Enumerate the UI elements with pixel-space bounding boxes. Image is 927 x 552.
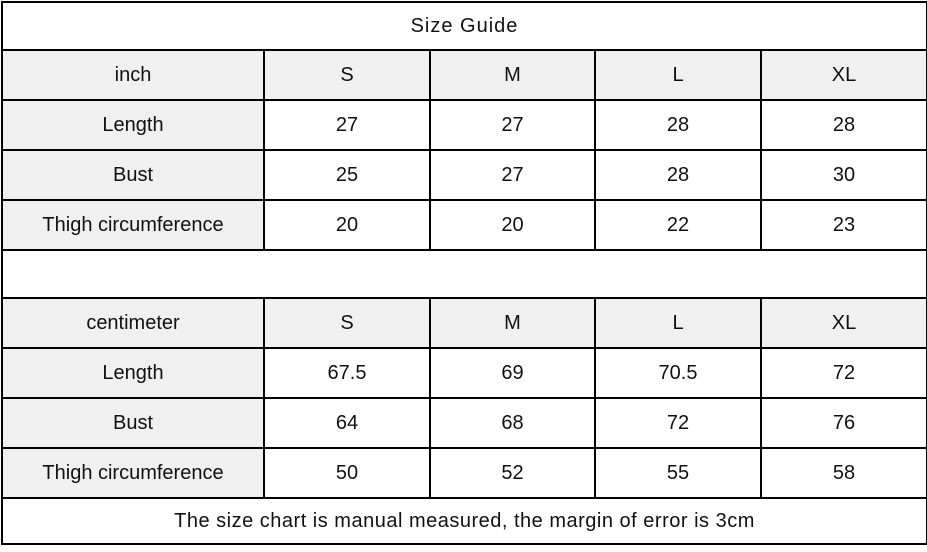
size-header-cell: M xyxy=(430,50,595,100)
spacer-cell xyxy=(2,250,927,298)
size-value-cell: 27 xyxy=(264,100,430,150)
title-row xyxy=(2,2,927,50)
size-guide-table xyxy=(1,1,927,545)
size-value-cell: 67.5 xyxy=(264,348,430,398)
size-value-cell: 20 xyxy=(264,200,430,250)
size-value-cell: 52 xyxy=(430,448,595,498)
size-value-cell: 68 xyxy=(430,398,595,448)
footer-note: The size chart is manual measured, the margin of error is 3cm xyxy=(2,498,927,544)
size-value-cell: 28 xyxy=(595,150,761,200)
table-row xyxy=(2,348,927,398)
page-title: Size Guide xyxy=(2,2,927,50)
table-row xyxy=(2,100,927,150)
size-value-cell: 69 xyxy=(430,348,595,398)
size-value-cell: 55 xyxy=(595,448,761,498)
unit-header-cell: inch xyxy=(2,50,264,100)
size-value-cell: 20 xyxy=(430,200,595,250)
size-value-cell: 28 xyxy=(595,100,761,150)
size-value-cell: 30 xyxy=(761,150,927,200)
footer-row xyxy=(2,498,927,544)
row-label-cell: Length xyxy=(2,348,264,398)
size-value-cell: 70.5 xyxy=(595,348,761,398)
size-value-cell: 64 xyxy=(264,398,430,448)
size-header-cell: XL xyxy=(761,50,927,100)
table-row xyxy=(2,150,927,200)
size-value-cell: 25 xyxy=(264,150,430,200)
size-value-cell: 27 xyxy=(430,100,595,150)
size-value-cell: 72 xyxy=(761,348,927,398)
row-label-cell: Thigh circumference xyxy=(2,200,264,250)
size-header-cell: S xyxy=(264,298,430,348)
row-label-cell: Bust xyxy=(2,150,264,200)
size-value-cell: 58 xyxy=(761,448,927,498)
size-header-cell: L xyxy=(595,298,761,348)
row-label-cell: Bust xyxy=(2,398,264,448)
row-label-cell: Thigh circumference xyxy=(2,448,264,498)
size-header-cell: L xyxy=(595,50,761,100)
size-value-cell: 76 xyxy=(761,398,927,448)
size-header-cell: M xyxy=(430,298,595,348)
size-header-cell: XL xyxy=(761,298,927,348)
table-row xyxy=(2,200,927,250)
size-value-cell: 23 xyxy=(761,200,927,250)
size-value-cell: 22 xyxy=(595,200,761,250)
size-value-cell: 72 xyxy=(595,398,761,448)
table-row xyxy=(2,398,927,448)
unit-header-row-centimeter xyxy=(2,298,927,348)
unit-header-row-inch xyxy=(2,50,927,100)
table-row xyxy=(2,448,927,498)
unit-header-cell: centimeter xyxy=(2,298,264,348)
table-spacer xyxy=(2,250,927,298)
size-header-cell: S xyxy=(264,50,430,100)
size-value-cell: 28 xyxy=(761,100,927,150)
row-label-cell: Length xyxy=(2,100,264,150)
size-value-cell: 50 xyxy=(264,448,430,498)
size-value-cell: 27 xyxy=(430,150,595,200)
